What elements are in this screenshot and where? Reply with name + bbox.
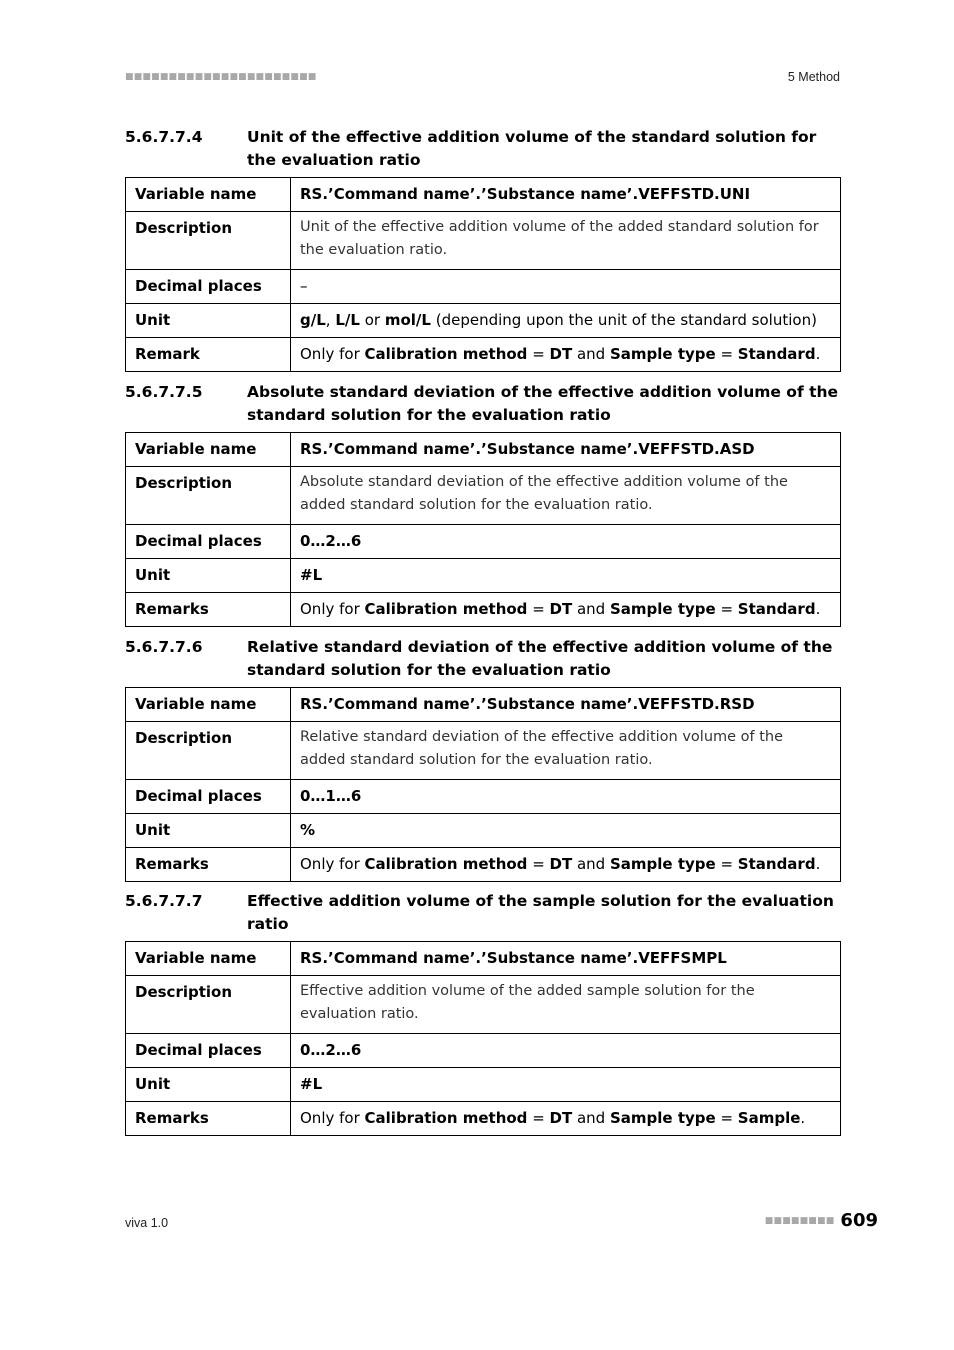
remark-keyword: Calibration method [364,600,528,618]
remark-keyword: DT [549,1109,573,1127]
section-title: Effective addition volume of the sample solution for the evaluation ratio [247,892,834,933]
unit-text: #L [300,566,323,584]
remark-keyword: DT [549,855,573,873]
section-number: 5.6.7.7.4 [125,128,203,146]
remarks-label: Remarks [126,593,291,627]
variable-name-label: Variable name [126,942,291,976]
remarks-label: Remarks [126,1102,291,1136]
remark-keyword: Sample type [609,345,716,363]
unit-note: (depending upon the unit of the standard solution) [430,311,817,329]
remark-text: and [572,1109,610,1127]
variable-table [125,177,841,372]
table-row-unit [126,304,841,338]
table-row-variable-name [126,178,841,212]
remarks-value [291,593,841,627]
remarks-label: Remarks [126,848,291,882]
header-decoration-dots: ■■■■■■■■■■■■■■■■■■■■■■ [125,72,317,82]
variable-name-label: Variable name [126,178,291,212]
decimal-places-value [291,525,841,559]
section-number: 5.6.7.7.7 [125,892,203,910]
unit-separator: , [325,311,336,329]
remark-text: Only for [300,345,365,363]
section-5-6-7-7-4 [125,126,841,372]
remark-text: = [715,600,738,618]
remark-keyword: Standard [737,600,816,618]
remark-keyword: Calibration method [364,855,528,873]
variable-name-value [291,178,841,212]
section-heading [125,126,841,171]
remark-text: . [815,600,821,618]
remark-text: = [527,345,550,363]
variable-name-text: RS.’Command name’.’Substance name’.VEFFSTD.UNI [300,185,751,203]
table-row-decimal-places [126,780,841,814]
variable-name-label: Variable name [126,688,291,722]
decimal-places-value [291,1034,841,1068]
description-label: Description [126,467,291,525]
remark-keyword: Sample type [609,600,716,618]
section-number: 5.6.7.7.6 [125,638,203,656]
decimal-places-text: 0…2…6 [300,532,362,550]
remark-keyword: Sample type [609,1109,716,1127]
table-row-description [126,976,841,1034]
unit-label: Unit [126,1068,291,1102]
remark-text: and [572,345,610,363]
description-value: Relative standard deviation of the effective addition volume of the added standard solution for the evaluation ratio. [291,722,841,780]
section-heading [125,890,841,935]
table-row-remarks [126,848,841,882]
remarks-value [291,1102,841,1136]
description-label: Description [126,976,291,1034]
section-heading [125,381,841,426]
remark-text: Only for [300,1109,365,1127]
remark-text: = [527,600,550,618]
decimal-places-value [291,780,841,814]
description-label: Description [126,722,291,780]
remark-keyword: Standard [737,345,816,363]
section-number: 5.6.7.7.5 [125,383,203,401]
decimal-places-label: Decimal places [126,270,291,304]
unit-mol-per-l: mol/L [384,311,431,329]
section-title: Absolute standard deviation of the effective addition volume of the standard solution for the evaluation ratio [247,383,839,424]
table-row-variable-name [126,433,841,467]
unit-label: Unit [126,814,291,848]
footer-product-version: viva 1.0 [125,1216,169,1230]
table-row-description [126,467,841,525]
remark-keyword: DT [549,345,573,363]
decimal-places-text: 0…1…6 [300,787,362,805]
variable-table [125,941,841,1136]
unit-label: Unit [126,304,291,338]
variable-name-text: RS.’Command name’.’Substance name’.VEFFSMPL [300,949,727,967]
variable-name-value [291,433,841,467]
table-row-description [126,722,841,780]
table-row-variable-name [126,942,841,976]
remark-text: . [800,1109,806,1127]
section-heading [125,636,841,681]
unit-value [291,559,841,593]
unit-l-per-l: L/L [335,311,360,329]
decimal-places-label: Decimal places [126,1034,291,1068]
remark-text: and [572,600,610,618]
remark-keyword: Calibration method [364,1109,528,1127]
table-row-variable-name [126,688,841,722]
table-row-remark [126,338,841,372]
table-row-unit [126,559,841,593]
decimal-places-value: – [291,270,841,304]
variable-table [125,432,841,627]
remarks-value [291,848,841,882]
page-number: 609 [840,1210,878,1231]
footer-page-indicator [765,1210,878,1231]
remark-text: = [527,855,550,873]
section-title: Relative standard deviation of the effective addition volume of the standard solution for the evaluation ratio [247,638,833,679]
decimal-places-text: 0…2…6 [300,1041,362,1059]
remark-text: Only for [300,600,365,618]
remark-text: = [715,1109,738,1127]
remark-label: Remark [126,338,291,372]
remark-keyword: DT [549,600,573,618]
section-5-6-7-7-6 [125,636,841,882]
unit-value [291,304,841,338]
remark-text: . [815,345,821,363]
table-row-decimal-places [126,525,841,559]
section-title: Unit of the effective addition volume of the standard solution for the evaluation ratio [247,128,817,169]
remark-keyword: Calibration method [364,345,528,363]
remark-text: = [715,345,738,363]
variable-name-text: RS.’Command name’.’Substance name’.VEFFSTD.RSD [300,695,755,713]
remark-value [291,338,841,372]
variable-name-label: Variable name [126,433,291,467]
description-label: Description [126,212,291,270]
description-value: Unit of the effective addition volume of the added standard solution for the evaluation ratio. [291,212,841,270]
unit-text: #L [300,1075,323,1093]
unit-label: Unit [126,559,291,593]
variable-table [125,687,841,882]
unit-separator: or [359,311,385,329]
remark-keyword: Standard [737,855,816,873]
section-5-6-7-7-7 [125,890,841,1136]
remark-text: and [572,855,610,873]
table-row-remarks [126,1102,841,1136]
decimal-places-label: Decimal places [126,525,291,559]
table-row-decimal-places [126,1034,841,1068]
description-value: Effective addition volume of the added sample solution for the evaluation ratio. [291,976,841,1034]
unit-value [291,1068,841,1102]
remark-text: Only for [300,855,365,873]
table-row-remarks [126,593,841,627]
table-row-unit [126,814,841,848]
table-row-description [126,212,841,270]
header-chapter-title: 5 Method [787,70,840,84]
variable-name-value [291,942,841,976]
table-row-unit [126,1068,841,1102]
remark-text: = [527,1109,550,1127]
description-value: Absolute standard deviation of the effective addition volume of the added standard solution for the evaluation ratio. [291,467,841,525]
section-5-6-7-7-5 [125,381,841,627]
table-row-decimal-places [126,270,841,304]
remark-text: = [715,855,738,873]
remark-keyword: Sample [737,1109,801,1127]
unit-text: % [300,821,316,839]
decimal-places-label: Decimal places [126,780,291,814]
variable-name-value [291,688,841,722]
unit-g-per-l: g/L [300,311,326,329]
remark-keyword: Sample type [609,855,716,873]
variable-name-text: RS.’Command name’.’Substance name’.VEFFSTD.ASD [300,440,755,458]
footer-decoration-dots: ■■■■■■■■ [764,1215,835,1226]
remark-text: . [815,855,821,873]
unit-value [291,814,841,848]
